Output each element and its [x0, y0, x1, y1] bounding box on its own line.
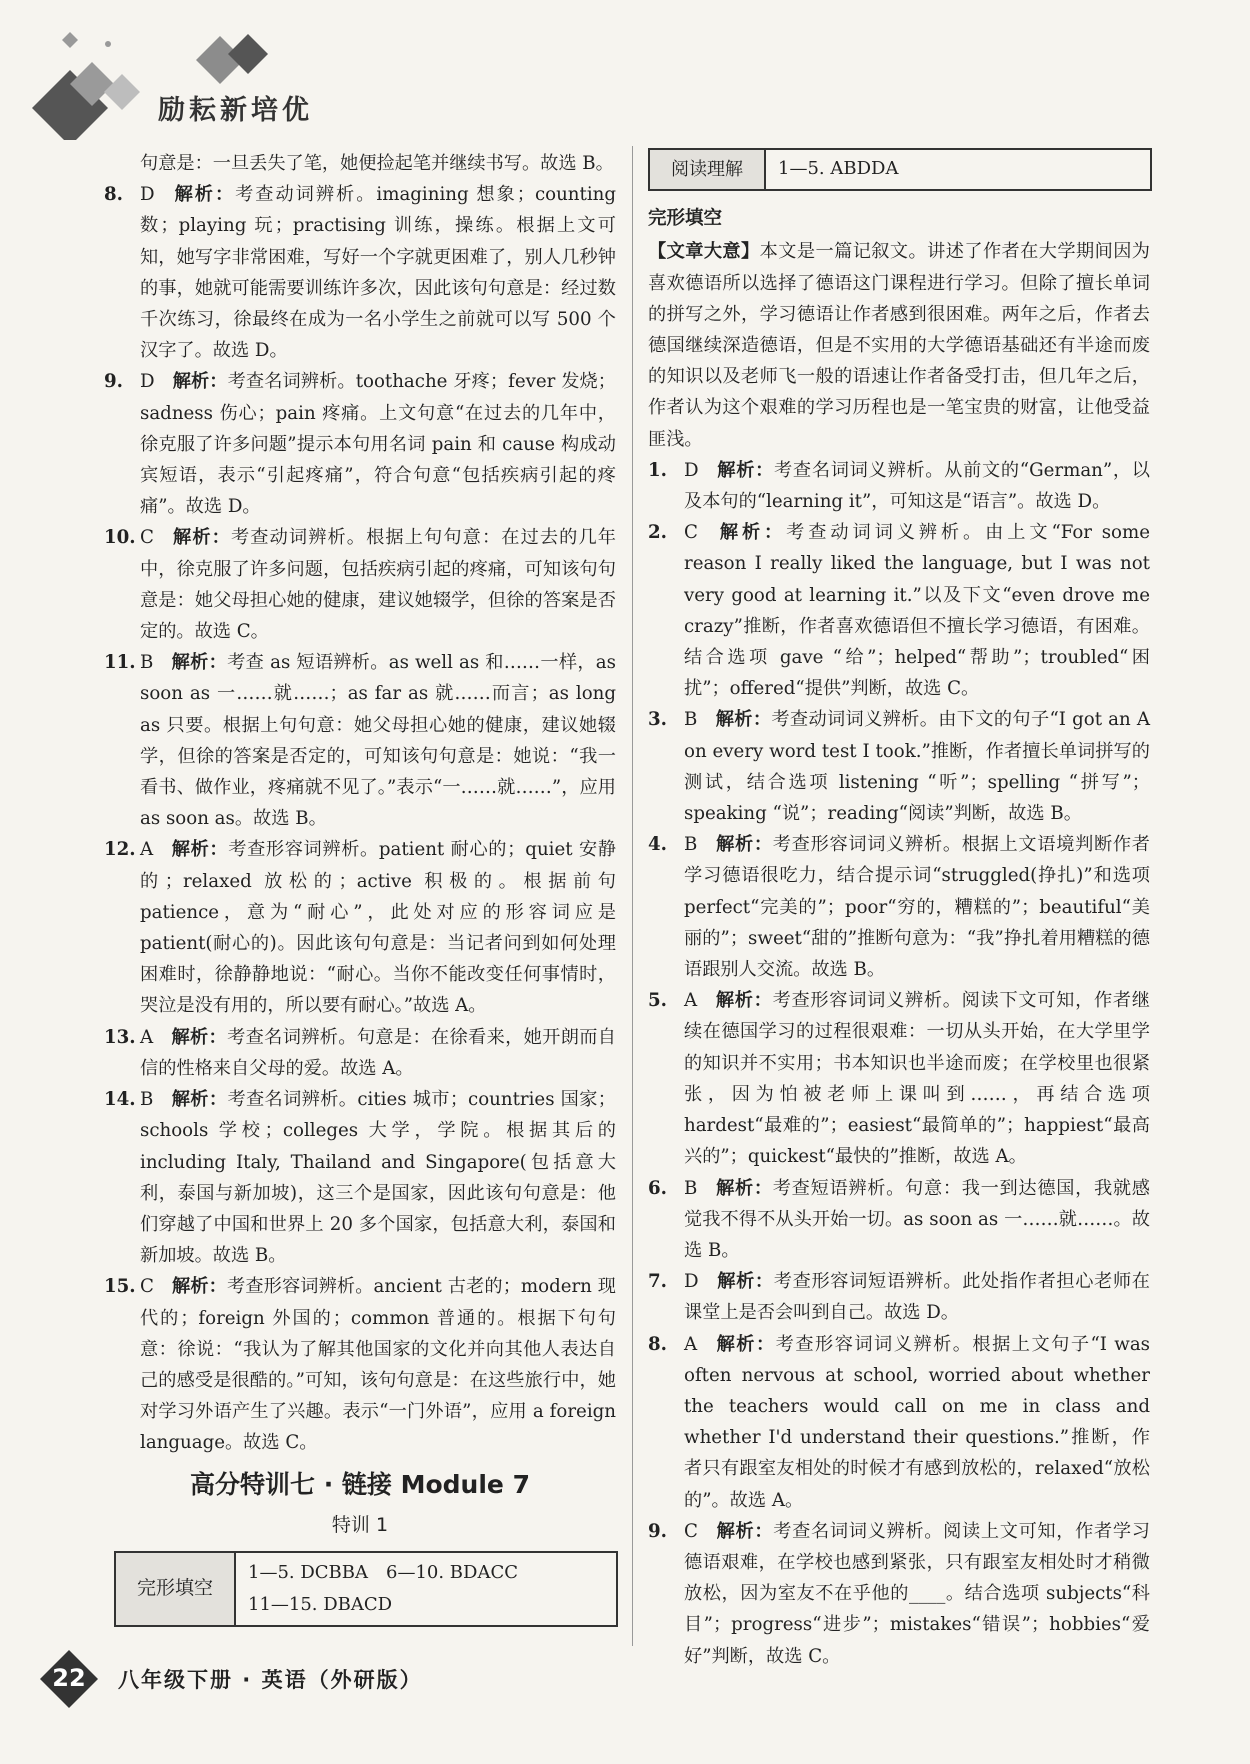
answer-item [104, 522, 616, 647]
item-answer: B [684, 834, 698, 856]
item-answer: A [684, 990, 698, 1012]
item-number: 2. [648, 522, 667, 544]
answer-item [648, 829, 1150, 985]
item-analysis-tag: 解析： [171, 652, 228, 674]
item-answer: C [140, 1276, 154, 1298]
answer-item [648, 455, 1150, 517]
item-answer: B [140, 652, 154, 674]
item-explanation: 考查短语辨析。句意：我一到达德国，我就感觉我不得不从头开始一切。as soon as 一……就……。故选 B。 [684, 1177, 1150, 1261]
item-number: 4. [648, 834, 667, 856]
item-explanation: 考查动词辨析。imagining 想象；counting 数；playing 玩；practising 训练，操练。根据上文可知，她写字非常困难，写好一个字就更困难了，别人几秒钟的事，她就可能需要训练许多次，因此该句句意是：经过数千次练习，徐最终在成为一名小学生之前就可以写 500 个汉字了。故选 D。 [140, 184, 616, 362]
cloze-heading: 完形填空 [648, 208, 723, 230]
left-column [104, 148, 616, 1627]
answer-box-values [236, 1553, 530, 1625]
item-explanation: 考查形容词词义辨析。阅读下文可知，作者继续在德国学习的过程很艰难：一切从头开始，在大学里学的知识并不实用；书本知识也半途而废；在学校里也很紧张，因为怕被老师上课叫到……，再结合选项 hardest“最难的”；easiest“最简单的”；happiest“最高兴的”；quickest“最快的”推断，故选 A。 [684, 990, 1150, 1168]
answer-item [648, 1516, 1150, 1672]
page-number: 22 [52, 1664, 86, 1692]
item-analysis-tag: 解析： [715, 990, 773, 1012]
item-explanation: 考查名词辨析。cities 城市；countries 国家；schools 学校；colleges 大学，学院。根据其后的 including Italy, Thailand and Singapore(包括意大利，泰国与新加坡)，这三个是国家，因此该句句意是：他们穿越了中国和世界上 20 多个国家，包括意大利，泰国和新加坡。故选 B。 [140, 1089, 616, 1267]
reading-answer-box [648, 148, 1152, 191]
answer-item [648, 1266, 1150, 1328]
item-explanation: 考查名词词义辨析。阅读上文可知，作者学习德语艰难，在学校也感到紧张，只有跟室友相处时才稍微放松，因为室友不在乎他的____。结合选项 subjects“科目”；progress“进步”；mistakes“错误”；hobbies“爱好”判断，故选 C。 [684, 1520, 1150, 1667]
item-number: 5. [648, 990, 667, 1012]
item-number: 8. [104, 184, 123, 206]
item-number: 15. [104, 1276, 136, 1298]
item-analysis-tag: 解析： [715, 522, 787, 544]
brand-title: 励耘新培优 [158, 95, 313, 126]
reading-box-label: 阅读理解 [650, 150, 766, 189]
item-number: 11. [104, 652, 136, 674]
answer-item [648, 517, 1150, 704]
answer-line-1: 1—5. DCBBA 6—10. BDACC [248, 1561, 519, 1583]
item-number: 6. [648, 1177, 667, 1199]
item-analysis-tag: 解析： [716, 459, 775, 481]
right-column [648, 148, 1150, 1672]
column-divider [632, 146, 633, 1646]
cloze-answer-box [114, 1551, 618, 1627]
item-analysis-tag: 解析： [171, 839, 229, 861]
item-answer: B [140, 1089, 154, 1111]
page-number-badge [40, 1650, 98, 1708]
item-answer: D [684, 459, 699, 481]
item-explanation: 考查名词辨析。句意是：在徐看来，她开朗而自信的性格来自父母的爱。故选 A。 [140, 1026, 616, 1079]
item-answer: B [684, 1177, 698, 1199]
item-answer: D [684, 1271, 699, 1293]
answer-item [104, 179, 616, 366]
item-number: 9. [648, 1520, 667, 1542]
item-answer: D [140, 184, 155, 206]
item-number: 10. [104, 527, 136, 549]
left-answer-list [104, 179, 616, 1458]
item-answer: A [684, 1333, 698, 1355]
answer-item [648, 1329, 1150, 1516]
item-explanation: 考查形容词短语辨析。此处指作者担心老师在课堂上是否会叫到自己。故选 D。 [684, 1271, 1150, 1324]
item-explanation: 考查形容词词义辨析。根据上文句子“I was often nervous at school, worried about whether the teachers would call on me in class and whether I'd understand their questions.”推断，作者只有跟室友相处的时候才有感到放松的，relaxed“放松的”。故选 A。 [684, 1333, 1150, 1511]
item-explanation: 考查 as 短语辨析。as well as 和……一样，as soon as 一……就……；as far as 就……而言；as long as 只要。根据上句句意：她父母担心她的健康，建议她辍学，但徐的答案是否定的，可知该句句意是：她说：“我一看书、做作业，疼痛就不见了。”表示“一……就……”，应用 as soon as。故选 B。 [140, 652, 616, 830]
summary-tag: 【文章大意】 [648, 241, 760, 263]
item-explanation: 考查形容词辨析。ancient 古老的；modern 现代的；foreign 外国的；common 普通的。根据下句句意：徐说：“我认为了解其他国家的文化并向其他人表达自己的感受是很酷的。”可知，该句句意是：在这些旅行中，她对学习外语产生了兴趣。表示“一门外语”，应用 a foreign language。故选 C。 [140, 1276, 616, 1454]
answer-item [104, 1271, 616, 1458]
footer-title: 八年级下册 · 英语（外研版） [118, 1668, 423, 1692]
answer-item [104, 366, 616, 522]
item-analysis-tag: 解析： [715, 709, 772, 731]
item-answer: C [684, 1520, 698, 1542]
item-analysis-tag: 解析： [171, 1089, 228, 1111]
item-analysis-tag: 解析： [715, 834, 773, 856]
item-analysis-tag: 解析： [172, 184, 236, 206]
item-answer: C [140, 527, 154, 549]
answer-item [104, 647, 616, 834]
summary-paragraph [648, 236, 1150, 454]
item-analysis-tag: 解析： [171, 1026, 228, 1048]
item-answer: B [684, 709, 698, 731]
item-explanation: 考查动词词义辨析。由上文“For some reason I really liked the language, but I was not very good at learning it.”以及下文“even drove me crazy”推断，作者喜欢德语但不擅长学习德语，有困难。结合选项 gave “给”；helped“帮助”；troubled“困扰”；offered“提供”判断，故选 C。 [684, 522, 1150, 700]
continuation-line: 句意是：一旦丢失了笔，她便捡起笔并继续书写。故选 B。 [140, 153, 614, 174]
item-explanation: 考查形容词辨析。patient 耐心的；quiet 安静的；relaxed 放松的；active 积极的。根据前句 patience，意为“耐心”，此处对应的形容词应是 patient(耐心的)。因此该句句意是：当记者问到如何处理困难时，徐静静地说：“耐心。当你不能改变任何事情时，哭泣是没有用的，所以要有耐心。”故选 A。 [140, 839, 616, 1017]
item-number: 9. [104, 371, 123, 393]
item-answer: A [140, 1026, 154, 1048]
item-analysis-tag: 解析： [171, 1276, 227, 1298]
item-number: 3. [648, 709, 667, 731]
item-analysis-tag: 解析： [715, 1520, 774, 1542]
answer-item [648, 985, 1150, 1172]
item-answer: A [140, 839, 154, 861]
item-number: 12. [104, 839, 136, 861]
answer-item [648, 704, 1150, 829]
item-analysis-tag: 解析： [171, 527, 231, 549]
item-explanation: 考查形容词词义辨析。根据上文语境判断作者学习德语很吃力，结合提示词“struggled(挣扎)”和选项 perfect“完美的”；poor“穷的，糟糕的”；beautiful“美丽的”；sweet“甜的”推断句意为：“我”挣扎着用糟糕的德语跟别人交流。故选 B。 [684, 834, 1150, 981]
item-analysis-tag: 解析： [716, 1271, 774, 1293]
item-explanation: 考查动词辨析。根据上句句意：在过去的几年中，徐克服了许多问题，包括疾病引起的疼痛，可知该句句意是：她父母担心她的健康，建议她辍学，但徐的答案是否定的。故选 C。 [140, 527, 616, 643]
item-number: 13. [104, 1026, 136, 1048]
section-title: 高分特训七 · 链接 Module 7 [190, 1469, 530, 1499]
item-explanation: 考查名词辨析。toothache 牙疼；fever 发烧；sadness 伤心；pain 疼痛。上文句意“在过去的几年中，徐克服了许多问题”提示本句用名词 pain 和 cause 构成动宾短语，表示“引起疼痛”，符合句意“包括疾病引起的疼痛”。故选 D。 [140, 371, 616, 518]
item-analysis-tag: 解析： [715, 1177, 773, 1199]
item-number: 1. [648, 459, 667, 481]
item-analysis-tag: 解析： [172, 371, 228, 393]
answer-item [104, 1084, 616, 1271]
diamond-tiny [62, 32, 78, 48]
item-explanation: 考查动词词义辨析。由下文的句子“I got an A on every word test I took.”推断，作者擅长单词拼写的测试，结合选项 listening “听”；spelling “拼写”；speaking “说”；reading“阅读”判断，故选 B。 [684, 709, 1150, 825]
item-explanation: 考查名词词义辨析。从前文的“German”，以及本句的“learning it”，可知这是“语言”。故选 D。 [684, 459, 1150, 513]
answer-box-label: 完形填空 [116, 1553, 236, 1625]
item-number: 8. [648, 1333, 667, 1355]
answer-item [104, 834, 616, 1021]
item-answer: C [684, 522, 698, 544]
answer-item [104, 1022, 616, 1084]
reading-box-value: 1—5. ABDDA [778, 158, 899, 179]
answer-line-2: 11—15. DBACD [248, 1593, 393, 1615]
section-subtitle: 特训 1 [331, 1513, 389, 1536]
summary-text: 本文是一篇记叙文。讲述了作者在大学期间因为喜欢德语所以选择了德语这门课程进行学习。但除了擅长单词的拼写之外，学习德语让作者感到很困难。两年之后，作者去德国继续深造德语，但是不实用的大学德语基础还有半途而废的知识以及老师飞一般的语速让作者备受打击，但几年之后，作者认为这个艰难的学习历程也是一笔宝贵的财富，让他受益匪浅。 [648, 241, 1150, 450]
item-analysis-tag: 解析： [715, 1333, 776, 1355]
right-answer-list [648, 455, 1150, 1672]
item-answer: D [140, 371, 155, 393]
item-number: 7. [648, 1271, 667, 1293]
answer-item [648, 1173, 1150, 1267]
item-number: 14. [104, 1089, 136, 1111]
